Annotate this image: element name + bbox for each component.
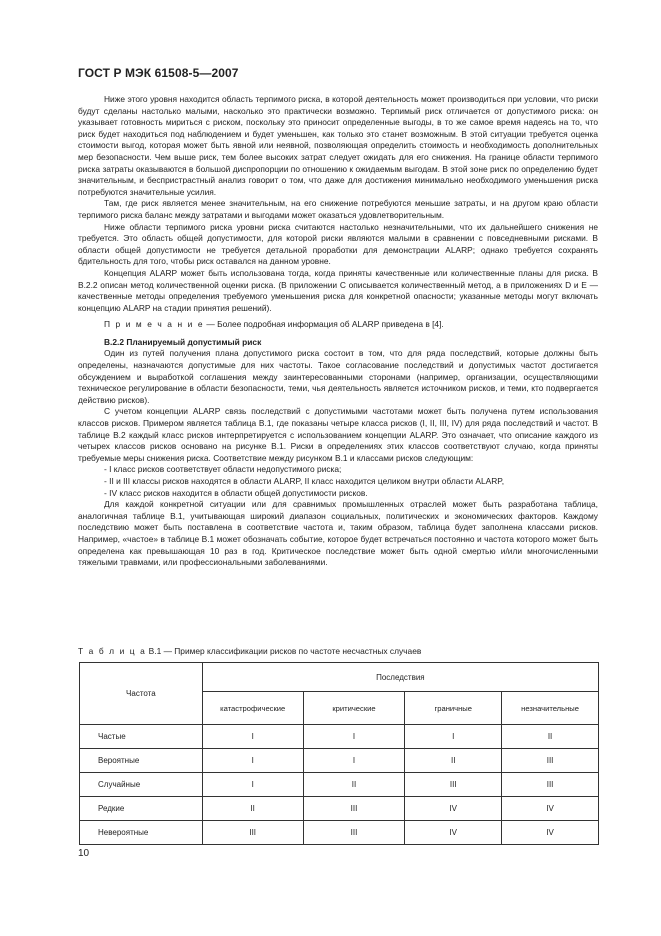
risk-class-cell: I bbox=[303, 725, 405, 749]
risk-class-cell: III bbox=[303, 797, 405, 821]
paragraph: Для каждой конкретной ситуации или для сравнимых промышленных отраслей может быть разработана таблица, аналогичная таблице В.1, учитывающая широкий диапазон социальных, политических и экономических факторов. Каждому последствию может быть поставлена в соответствие частота и, таким образом, таблица будет заполнена классами рисков. Например, «частое» в таблице В.1 может обозначать событие, которое будет встречаться постоянно и частота которого может быть определена как превышающая 10 раз в год. Критическое последствие может быть одной смертью и/или многочисленными тяжелыми травмами, или профессиональными заболеваниями. bbox=[78, 499, 598, 568]
table-caption bbox=[78, 646, 421, 656]
risk-class-cell: III bbox=[502, 773, 599, 797]
note-text: — Более подробная информация об ALARP приведена в [4]. bbox=[204, 319, 444, 330]
risk-class-cell: IV bbox=[405, 797, 502, 821]
risk-class-cell: IV bbox=[502, 797, 599, 821]
section-title: В.2.2 Планируемый допустимый риск bbox=[104, 336, 262, 347]
paragraph: Концепция ALARP может быть использована тогда, когда приняты качественные или количественные планы для риска. В В.2.2 описан метод количественной оценки риска. (В приложении С описывается количественный метод, а в приложениях D и Е — качественные методы определения требуемого уменьшения риска для конкретной опасности; указанные методы могут включать концепцию ALARP на стадии принятия решений). bbox=[78, 267, 598, 313]
paragraph: Ниже области терпимого риска уровни риска считаются настолько незначительными, что их дальнейшего снижения не требуется. Это область общей допустимости, для которой риски являются малыми в сравнении с повседневными рисками. В области общей допустимости не требуется детальной проработки для демонстрации ALARP; однако требуется сохранять бдительность для того, чтобы риск оставался на данном уровне. bbox=[78, 221, 598, 267]
table-caption-label: Т а б л и ц а bbox=[78, 646, 147, 656]
risk-class-cell: I bbox=[202, 773, 303, 797]
risk-class-cell: IV bbox=[502, 821, 599, 845]
risk-class-cell: II bbox=[405, 749, 502, 773]
frequency-cell: Вероятные bbox=[80, 749, 203, 773]
frequency-cell: Невероятные bbox=[80, 821, 203, 845]
risk-class-cell: IV bbox=[405, 821, 502, 845]
frequency-cell: Редкие bbox=[80, 797, 203, 821]
column-header: граничные bbox=[405, 692, 502, 725]
paragraph: Там, где риск является менее значительным, на его снижение потребуются меньшие затраты, и на другом краю области терпимого риска баланс между затратами и выгодами может оказаться удовлетворительным. bbox=[78, 198, 598, 220]
table-row bbox=[80, 797, 599, 821]
risk-class-cell: II bbox=[303, 773, 405, 797]
table-row bbox=[80, 773, 599, 797]
table-row bbox=[80, 821, 599, 845]
risk-class-cell: III bbox=[502, 749, 599, 773]
column-header: катастрофические bbox=[202, 692, 303, 725]
paragraph: Один из путей получения плана допустимого риска состоит в том, что для ряда последствий, которые должны быть определены, назначаются допустимые для них частоты. Такое согласование последствий и допустимых частот достигается обсуждением и выработкой соглашения между заинтересованными сторонами (например, организации, осуществляющими техническое регулирование в области безопасности, теми, чья деятельность является источником рисков, и теми, кто подвергается действию рисков). bbox=[78, 348, 598, 405]
list-item: - I класс рисков соответствует области недопустимого риска; bbox=[104, 464, 342, 475]
list-item: - IV класс рисков находится в области общей допустимости рисков. bbox=[104, 487, 368, 498]
frequency-cell: Частые bbox=[80, 725, 203, 749]
list-item: - II и III классы рисков находятся в области ALARP, II класс находится целиком внутри области ALARP, bbox=[104, 476, 505, 486]
risk-class-cell: III bbox=[405, 773, 502, 797]
document-header: ГОСТ Р МЭК 61508-5—2007 bbox=[78, 66, 239, 80]
risk-class-cell: III bbox=[202, 821, 303, 845]
frequency-header: Частота bbox=[80, 663, 203, 725]
frequency-cell: Случайные bbox=[80, 773, 203, 797]
risk-class-cell: I bbox=[303, 749, 405, 773]
risk-class-cell: II bbox=[202, 797, 303, 821]
table-caption-text: В.1 — Пример классификации рисков по частоте несчастных случаев bbox=[146, 646, 422, 656]
risk-class-cell: I bbox=[405, 725, 502, 749]
risk-class-cell: II bbox=[502, 725, 599, 749]
risk-classification-table bbox=[79, 662, 599, 845]
note bbox=[78, 319, 598, 331]
risk-class-cell: I bbox=[202, 725, 303, 749]
column-header: критические bbox=[303, 692, 405, 725]
table-row bbox=[80, 749, 599, 773]
body-text bbox=[78, 94, 598, 569]
column-header: незначительные bbox=[502, 692, 599, 725]
paragraph: Ниже этого уровня находится область терпимого риска, в которой деятельность может производиться при условии, что риски будут сделаны настолько малыми, насколько это практически возможно. Терпимый риск отличается от допустимого риска: он указывает готовность мириться с риском, поскольку это приносит определенные выгоды, в то же самое время надеясь на то, что риск будет находиться под наблюдением и будет уменьшен, как только это станет возможным. В этой ситуации требуется оценка стоимости выгод, которая может быть явной или неявной, позволяющая определить стоимость и необходимость дополнительных мер безопасности. Чем выше риск, тем более высоких затрат следует ожидать для его снижения. На границе области терпимого риска затраты оказываются в большой диспропорции по отношению к ожидаемым выгодам. В этой зоне риск по определению будет значительным, и беспристрастный анализ говорит о том, что даже для достижения минимально необходимого уменьшения риска потребуются значительные усилия. bbox=[78, 94, 598, 197]
table-row bbox=[80, 725, 599, 749]
risk-class-cell: III bbox=[303, 821, 405, 845]
page-number: 10 bbox=[78, 848, 90, 859]
note-label: П р и м е ч а н и е bbox=[104, 319, 205, 330]
risk-class-cell: I bbox=[202, 749, 303, 773]
consequences-header: Последствия bbox=[202, 663, 598, 692]
paragraph: С учетом концепции ALARP связь последствий с допустимыми частотами может быть получена путем использования классов рисков. Примером является таблица В.1, где показаны четыре класса рисков (I, II, III, IV) для ряда последствий и частот. В таблице В.2 каждый класс рисков интерпретируется с использованием концепции ALARP. Это означает, что описание каждого из четырех классов рисков основано на рисунке В.1. Риски в определениях этих классов соответствуют случаю, когда приняты требуемые меры снижения риска. Соответствие между рисунком В.1 и классами рисков следующим: bbox=[78, 406, 598, 463]
